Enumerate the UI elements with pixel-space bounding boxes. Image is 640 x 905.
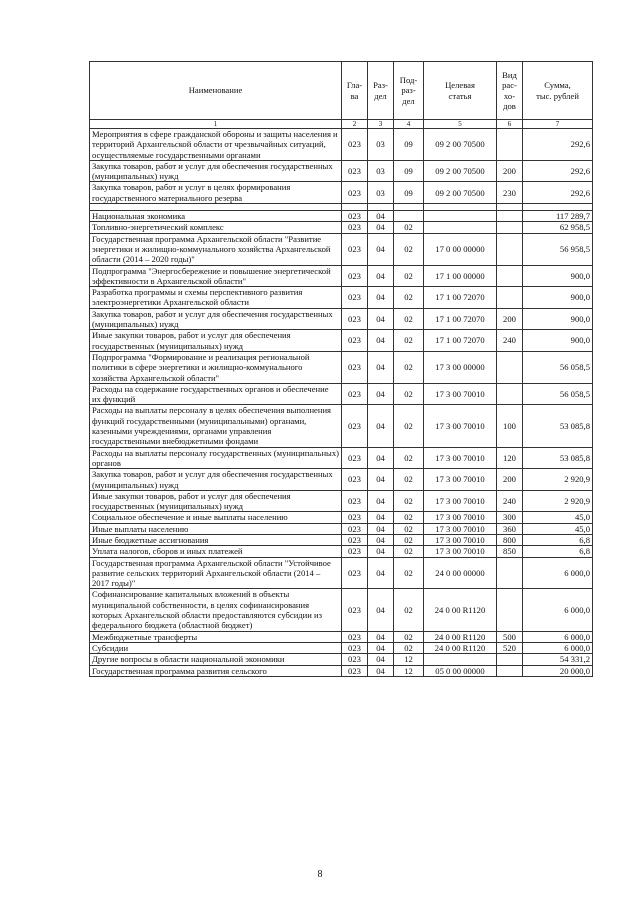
col-number: 1 [90,120,342,129]
table-row [90,265,593,287]
row-name: Уплата налогов, сборов и иных платежей [90,546,342,557]
row-target-article: 17 3 00 70010 [424,546,497,557]
row-name: Разработка программы и схемы перспективного развития электроэнергетики Архангельской области [90,287,342,309]
table-row [90,383,593,405]
table-row [90,330,593,352]
row-podrazdel: 02 [394,222,424,233]
col-number: 3 [368,120,394,129]
row-target-article: 17 0 00 00000 [424,233,497,265]
column-number-row [90,120,593,129]
row-target-article: 24 0 00 R1120 [424,642,497,653]
row-target-article: 17 3 00 70010 [424,534,497,545]
row-glava: 023 [342,447,368,469]
row-name: Другие вопросы в области национальной экономики [90,654,342,665]
row-target-article: 17 1 00 72070 [424,308,497,330]
row-sum: 45,0 [523,523,593,534]
row-name: Государственная программа развития сельского [90,665,342,676]
row-glava: 023 [342,265,368,287]
col-header-target-article: Целевая статья [424,62,497,120]
row-glava: 023 [342,330,368,352]
row-glava: 023 [342,642,368,653]
row-expense-type [497,222,523,233]
row-expense-type: 360 [497,523,523,534]
row-target-article [424,222,497,233]
empty-cell [394,204,424,211]
row-sum: 900,0 [523,287,593,309]
table-row [90,308,593,330]
row-podrazdel: 02 [394,546,424,557]
row-razdel: 04 [368,405,394,447]
table-row [90,642,593,653]
table-row [90,129,593,161]
row-name: Расходы на выплаты персоналу государственных (муниципальных) органов [90,447,342,469]
row-sum: 54 331,2 [523,654,593,665]
row-name: Расходы на выплаты персоналу в целях обеспечения выполнения функций государственными (муниципальными) органами, казенными учреждениями, органами управления государственными внебюджетными фондами [90,405,342,447]
col-header-razdel: Раз- дел [368,62,394,120]
row-target-article: 09 2 00 70500 [424,160,497,182]
row-razdel: 04 [368,469,394,491]
row-expense-type: 300 [497,512,523,523]
row-sum: 53 085,8 [523,405,593,447]
table-row [90,405,593,447]
row-podrazdel: 02 [394,589,424,631]
row-glava: 023 [342,469,368,491]
col-header-glava: Гла- ва [342,62,368,120]
row-target-article: 17 3 00 70010 [424,512,497,523]
page-number: 8 [317,869,323,880]
row-podrazdel: 02 [394,534,424,545]
col-number: 6 [497,120,523,129]
row-glava: 023 [342,512,368,523]
empty-cell [424,204,497,211]
row-sum: 292,6 [523,182,593,204]
row-expense-type: 200 [497,160,523,182]
row-podrazdel: 02 [394,351,424,383]
row-podrazdel: 09 [394,160,424,182]
row-glava: 023 [342,129,368,161]
row-name: Социальное обеспечение и иные выплаты населению [90,512,342,523]
row-sum: 53 085,8 [523,447,593,469]
row-target-article: 17 3 00 70010 [424,490,497,512]
row-glava: 023 [342,490,368,512]
row-expense-type: 500 [497,631,523,642]
empty-cell [90,204,342,211]
row-target-article: 17 3 00 70010 [424,447,497,469]
row-razdel: 04 [368,589,394,631]
row-podrazdel: 02 [394,447,424,469]
row-expense-type: 200 [497,308,523,330]
table-row [90,490,593,512]
row-glava: 023 [342,222,368,233]
col-header-expense-type: Вид рас- хо- дов [497,62,523,120]
row-sum: 2 920,9 [523,469,593,491]
row-name: Иные закупки товаров, работ и услуг для обеспечения государственных (муниципальных) нужд [90,330,342,352]
row-name: Иные закупки товаров, работ и услуг для обеспечения государственных (муниципальных) нужд [90,490,342,512]
row-podrazdel: 02 [394,308,424,330]
table-row [90,589,593,631]
row-target-article: 17 3 00 00000 [424,351,497,383]
row-razdel: 04 [368,265,394,287]
table-row [90,160,593,182]
row-expense-type [497,665,523,676]
row-podrazdel: 02 [394,405,424,447]
row-name: Иные бюджетные ассигнования [90,534,342,545]
row-expense-type [497,383,523,405]
row-razdel: 04 [368,534,394,545]
row-name: Закупка товаров, работ и услуг в целях формирования государственного материального резерва [90,182,342,204]
row-name: Подпрограмма "Энергосбережение и повышение энергетической эффективности в Архангельской области" [90,265,342,287]
row-target-article: 05 0 00 00000 [424,665,497,676]
row-expense-type: 230 [497,182,523,204]
row-sum: 6 000,0 [523,642,593,653]
row-podrazdel: 02 [394,512,424,523]
row-target-article [424,211,497,222]
row-name: Расходы на содержание государственных органов и обеспечение их функций [90,383,342,405]
row-glava: 023 [342,557,368,589]
row-sum: 6 000,0 [523,631,593,642]
row-sum: 56 058,5 [523,383,593,405]
row-glava: 023 [342,546,368,557]
row-podrazdel: 02 [394,631,424,642]
row-name: Межбюджетные трансферты [90,631,342,642]
row-podrazdel: 02 [394,287,424,309]
row-name: Государственная программа Архангельской области "Устойчивое развитие сельских территорий Архангельской области (2014 – 2017 годы)" [90,557,342,589]
table-row [90,182,593,204]
row-razdel: 04 [368,383,394,405]
row-target-article: 17 1 00 72070 [424,330,497,352]
budget-table [89,61,593,677]
row-razdel: 04 [368,631,394,642]
row-podrazdel: 02 [394,523,424,534]
row-glava: 023 [342,654,368,665]
row-sum: 6,8 [523,546,593,557]
row-target-article: 17 1 00 72070 [424,287,497,309]
row-sum: 292,6 [523,129,593,161]
row-podrazdel: 02 [394,469,424,491]
row-glava: 023 [342,211,368,222]
row-sum: 900,0 [523,308,593,330]
row-glava: 023 [342,665,368,676]
col-number: 5 [424,120,497,129]
row-expense-type: 100 [497,405,523,447]
row-name: Иные выплаты населению [90,523,342,534]
row-name: Закупка товаров, работ и услуг для обеспечения государственных (муниципальных) нужд [90,160,342,182]
table-row [90,211,593,222]
col-header-name: Наименование [90,62,342,120]
row-razdel: 04 [368,654,394,665]
row-expense-type [497,265,523,287]
row-razdel: 04 [368,557,394,589]
row-razdel: 03 [368,182,394,204]
row-name: Софинансирование капитальных вложений в объекты муниципальной собственности, в целях софинансирования которых Архангельской области предоставляются субсидии из федерального бюджета (областной бюджет) [90,589,342,631]
row-glava: 023 [342,383,368,405]
col-number: 7 [523,120,593,129]
row-podrazdel: 12 [394,665,424,676]
row-razdel: 04 [368,287,394,309]
table-row [90,469,593,491]
row-podrazdel: 12 [394,654,424,665]
row-podrazdel: 02 [394,642,424,653]
row-razdel: 04 [368,490,394,512]
row-glava: 023 [342,589,368,631]
row-name: Государственная программа Архангельской области "Развитие энергетики и жилищно-коммунального хозяйства Архангельской области (2014 – 2020 годы)" [90,233,342,265]
empty-cell [342,204,368,211]
row-podrazdel: 02 [394,265,424,287]
col-number: 2 [342,120,368,129]
row-target-article: 17 3 00 70010 [424,523,497,534]
row-glava: 023 [342,534,368,545]
table-row [90,665,593,676]
row-target-article: 17 3 00 70010 [424,469,497,491]
table-row [90,287,593,309]
row-sum: 900,0 [523,265,593,287]
row-razdel: 04 [368,642,394,653]
row-target-article: 24 0 00 R1120 [424,631,497,642]
row-razdel: 04 [368,447,394,469]
row-expense-type: 120 [497,447,523,469]
row-target-article: 09 2 00 70500 [424,129,497,161]
row-expense-type [497,211,523,222]
row-podrazdel: 02 [394,383,424,405]
table-row [90,351,593,383]
row-razdel: 04 [368,523,394,534]
table-row [90,557,593,589]
empty-cell [497,204,523,211]
row-razdel: 04 [368,233,394,265]
row-glava: 023 [342,182,368,204]
row-expense-type: 240 [497,330,523,352]
row-glava: 023 [342,160,368,182]
row-sum: 292,6 [523,160,593,182]
row-target-article: 24 0 00 R1120 [424,589,497,631]
col-number: 4 [394,120,424,129]
row-podrazdel: 09 [394,182,424,204]
row-name: Закупка товаров, работ и услуг для обеспечения государственных (муниципальных) нужд [90,308,342,330]
row-sum: 56 058,5 [523,351,593,383]
table-row [90,546,593,557]
row-target-article: 17 3 00 70010 [424,405,497,447]
table-row [90,534,593,545]
row-podrazdel: 02 [394,490,424,512]
row-glava: 023 [342,351,368,383]
row-expense-type [497,589,523,631]
row-razdel: 04 [368,330,394,352]
row-sum: 117 289,7 [523,211,593,222]
row-name: Закупка товаров, работ и услуг для обеспечения государственных (муниципальных) нужд [90,469,342,491]
row-name: Субсидии [90,642,342,653]
empty-cell [368,204,394,211]
row-expense-type: 240 [497,490,523,512]
row-razdel: 03 [368,160,394,182]
table-body [90,129,593,677]
row-name: Мероприятия в сфере гражданской обороны и защиты населения и территорий Архангельской области от чрезвычайных ситуаций, осуществляемые государственными органами [90,129,342,161]
row-expense-type: 800 [497,534,523,545]
row-target-article: 24 0 00 00000 [424,557,497,589]
row-podrazdel: 09 [394,129,424,161]
row-target-article: 17 3 00 70010 [424,383,497,405]
row-razdel: 04 [368,308,394,330]
row-razdel: 04 [368,211,394,222]
row-glava: 023 [342,287,368,309]
row-podrazdel [394,211,424,222]
row-target-article: 17 1 00 00000 [424,265,497,287]
row-razdel: 04 [368,512,394,523]
row-razdel: 04 [368,222,394,233]
row-expense-type: 850 [497,546,523,557]
row-sum: 2 920,9 [523,490,593,512]
row-name: Национальная экономика [90,211,342,222]
row-target-article [424,654,497,665]
row-glava: 023 [342,631,368,642]
col-header-podrazdel: Под- раз- дел [394,62,424,120]
row-expense-type [497,129,523,161]
row-glava: 023 [342,405,368,447]
row-sum: 20 000,0 [523,665,593,676]
row-podrazdel: 02 [394,233,424,265]
row-razdel: 04 [368,665,394,676]
row-name: Топливно-энергетический комплекс [90,222,342,233]
row-expense-type: 200 [497,469,523,491]
table-spacer-row [90,204,593,211]
row-expense-type: 520 [497,642,523,653]
row-sum: 6,8 [523,534,593,545]
table-row [90,512,593,523]
row-sum: 6 000,0 [523,589,593,631]
table-row [90,523,593,534]
row-name: Подпрограмма "Формирование и реализация региональной политики в сфере энергетики и жилищно-коммунального хозяйства Архангельской области" [90,351,342,383]
table-row [90,222,593,233]
row-sum: 6 000,0 [523,557,593,589]
empty-cell [523,204,593,211]
row-glava: 023 [342,308,368,330]
row-glava: 023 [342,233,368,265]
row-razdel: 03 [368,129,394,161]
row-expense-type [497,233,523,265]
row-sum: 62 958,5 [523,222,593,233]
row-sum: 56 958,5 [523,233,593,265]
row-podrazdel: 02 [394,330,424,352]
col-header-sum: Сумма, тыс. рублей [523,62,593,120]
row-sum: 45,0 [523,512,593,523]
row-target-article: 09 2 00 70500 [424,182,497,204]
row-razdel: 04 [368,546,394,557]
row-expense-type [497,654,523,665]
table-row [90,654,593,665]
table-header-row [90,62,593,120]
row-glava: 023 [342,523,368,534]
table-row [90,233,593,265]
row-podrazdel: 02 [394,557,424,589]
table-row [90,447,593,469]
row-expense-type [497,287,523,309]
row-expense-type [497,351,523,383]
table-row [90,631,593,642]
row-razdel: 04 [368,351,394,383]
row-expense-type [497,557,523,589]
row-sum: 900,0 [523,330,593,352]
